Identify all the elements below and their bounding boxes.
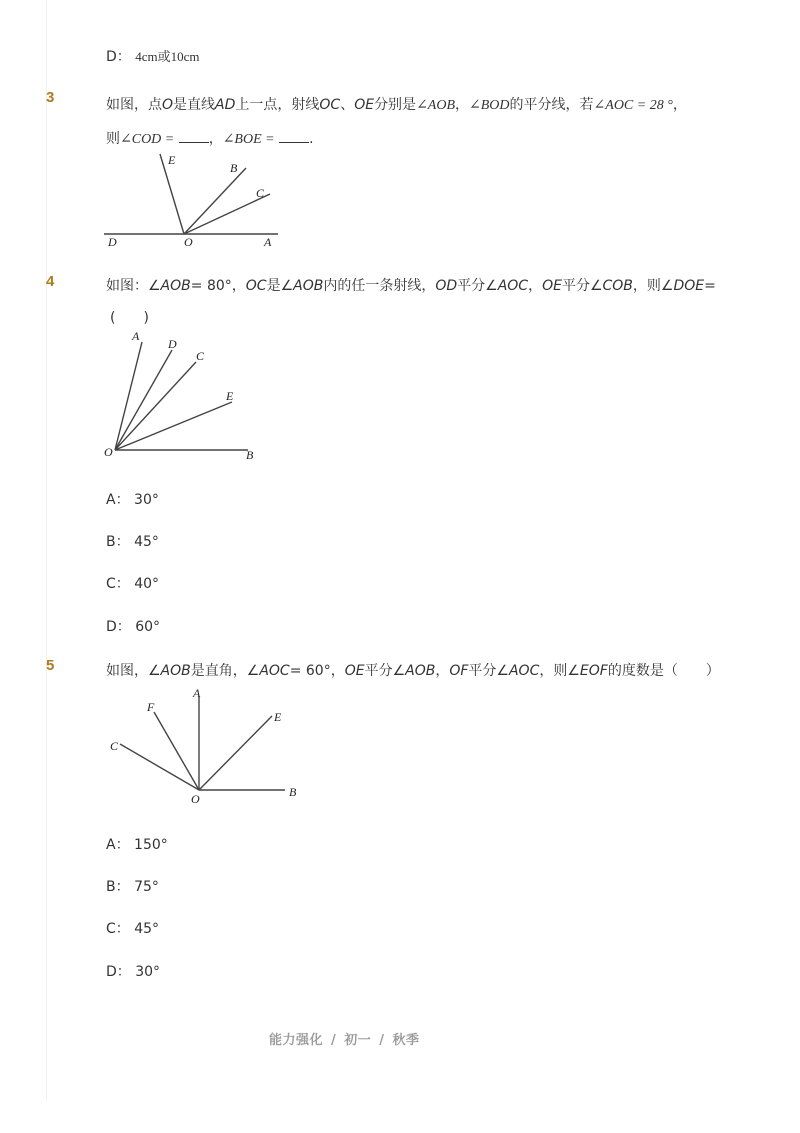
q3-answer-blank-boe[interactable] bbox=[279, 130, 309, 143]
q5-text: ，则 bbox=[539, 663, 568, 679]
q3-label-b: B bbox=[230, 161, 238, 175]
q4-text: 如图： bbox=[106, 278, 148, 294]
q3-label-a: A bbox=[264, 235, 272, 249]
q5-option-a[interactable] bbox=[106, 834, 168, 854]
q5-label-c: C bbox=[110, 739, 119, 753]
q4-ray-od-line bbox=[115, 350, 172, 450]
q4-label-e: E bbox=[226, 389, 234, 403]
q4-option-value: 45° bbox=[134, 534, 159, 550]
q3-text: 如图，点 bbox=[106, 97, 162, 113]
q4-option-b[interactable] bbox=[106, 531, 159, 551]
q4-option-d[interactable] bbox=[106, 616, 160, 636]
q4-option-label: C： bbox=[106, 576, 130, 592]
q5-ray-oe: OE bbox=[344, 663, 365, 679]
q3-text: 、 bbox=[340, 97, 355, 113]
q3-text: ， bbox=[672, 97, 687, 113]
footer-separator: / bbox=[379, 1033, 385, 1048]
q3-answer-blank-cod[interactable] bbox=[179, 130, 209, 143]
q4-option-value: 40° bbox=[134, 576, 160, 592]
q4-angle-aob: ∠AOB bbox=[280, 278, 324, 294]
q3-ray-oc-line bbox=[184, 194, 270, 234]
q3-text: 是直线 bbox=[173, 97, 216, 113]
q5-text: 如图， bbox=[106, 663, 148, 679]
q5-option-d[interactable] bbox=[106, 961, 160, 981]
q5-option-value: 30° bbox=[135, 964, 161, 980]
q4-ray-oc: OC bbox=[245, 278, 267, 294]
q5-text: 平分 bbox=[468, 663, 497, 679]
q5-label-b: B bbox=[289, 785, 297, 799]
q4-angle-cob: ∠COB bbox=[589, 278, 633, 294]
q5-option-label: A： bbox=[106, 837, 130, 853]
q3-angle-bod: ∠BOD bbox=[469, 98, 510, 113]
q4-ray-oa-line bbox=[115, 342, 142, 450]
q5-option-value: 150° bbox=[134, 837, 168, 853]
q3-label-c: C bbox=[256, 186, 265, 200]
q4-label-a: A bbox=[132, 329, 140, 343]
footer-section: 能力强化 bbox=[269, 1033, 324, 1048]
q2-option-d-value: 4cm或10cm bbox=[135, 49, 200, 64]
footer-term: 秋季 bbox=[392, 1033, 420, 1048]
page-margin-rule bbox=[46, 0, 47, 1100]
q3-text: 分别是 bbox=[374, 97, 417, 113]
footer-separator: / bbox=[331, 1033, 337, 1048]
q5-option-c[interactable] bbox=[106, 918, 159, 938]
q4-angle-aob: ∠AOB bbox=[148, 278, 191, 294]
q4-ray-oe: OE bbox=[542, 278, 562, 294]
q3-text: 则 bbox=[106, 131, 120, 147]
q4-option-label: D： bbox=[106, 619, 131, 635]
q4-text: 内的任一条射线， bbox=[323, 278, 436, 294]
q4-text: 平分 bbox=[561, 278, 590, 294]
q4-option-label: B： bbox=[106, 534, 130, 550]
q5-ray-oc-line bbox=[120, 744, 199, 790]
q4-text: 平分 bbox=[457, 278, 486, 294]
q4-option-c[interactable] bbox=[106, 573, 159, 593]
q4-label-o: O bbox=[104, 445, 113, 459]
q5-label-f: F bbox=[147, 700, 155, 714]
q4-answer-parentheses[interactable]: ( ) bbox=[110, 310, 149, 326]
q5-option-label: D： bbox=[106, 964, 131, 980]
q4-label-b: B bbox=[246, 448, 254, 462]
q5-text: 是直角， bbox=[190, 663, 247, 679]
q3-text: 上一点，射线 bbox=[235, 97, 320, 113]
q4-ray-oe-line bbox=[115, 402, 232, 450]
q5-text: 平分 bbox=[364, 663, 393, 679]
q4-label-c: C bbox=[196, 349, 205, 363]
q5-option-label: B： bbox=[106, 879, 130, 895]
q3-ray-oe: OE bbox=[354, 97, 375, 113]
q4-label-d: D bbox=[168, 337, 177, 351]
q5-ray-of-line bbox=[154, 712, 199, 790]
q4-stem-line1 bbox=[106, 275, 716, 295]
q4-ray-oc-line bbox=[115, 362, 196, 450]
q3-label-e: E bbox=[168, 153, 176, 167]
footer-grade: 初一 bbox=[344, 1033, 372, 1048]
q2-option-d-label: D： bbox=[106, 49, 131, 65]
q3-ray-ob-line bbox=[184, 168, 246, 234]
q4-option-a[interactable] bbox=[106, 489, 159, 509]
q4-figure bbox=[100, 328, 270, 464]
q5-text: ， bbox=[435, 663, 450, 679]
q3-line-ad: AD bbox=[215, 97, 236, 113]
q5-option-label: C： bbox=[106, 921, 130, 937]
q3-figure bbox=[100, 150, 290, 250]
q3-text: . bbox=[309, 131, 314, 147]
question-number-5: 5 bbox=[46, 657, 55, 674]
q5-ray-oe-line bbox=[199, 716, 272, 790]
q3-ray-oc: OC bbox=[319, 97, 341, 113]
q3-angle-boe: ∠BOE = bbox=[222, 132, 275, 147]
q5-angle-aoc: ∠AOC bbox=[246, 663, 290, 679]
q5-stem-line1 bbox=[106, 660, 720, 680]
q4-text: = 80°， bbox=[190, 278, 246, 294]
q3-angle-aoc-given: ∠AOC = 28 ° bbox=[593, 98, 673, 113]
q2-option-d[interactable] bbox=[106, 46, 200, 66]
q3-stem-line1 bbox=[106, 94, 687, 114]
q4-option-label: A： bbox=[106, 492, 130, 508]
q5-text: = 60°， bbox=[289, 663, 345, 679]
q3-text: ， bbox=[455, 97, 470, 113]
q5-label-e: E bbox=[274, 710, 282, 724]
q4-text: = bbox=[704, 278, 716, 294]
q5-figure bbox=[100, 682, 310, 810]
q5-angle-aob: ∠AOB bbox=[392, 663, 436, 679]
q5-option-value: 75° bbox=[134, 879, 159, 895]
q4-angle-aoc: ∠AOC bbox=[485, 278, 529, 294]
q4-option-value: 60° bbox=[135, 619, 161, 635]
q5-label-o: O bbox=[191, 792, 200, 806]
q5-label-a: A bbox=[193, 686, 201, 700]
q3-text: ， bbox=[208, 131, 223, 147]
q4-angle-doe: ∠DOE bbox=[660, 278, 705, 294]
question-number-4: 4 bbox=[46, 273, 55, 290]
q5-angle-aob: ∠AOB bbox=[148, 663, 191, 679]
q3-angle-cod: ∠COD = bbox=[120, 132, 175, 147]
q3-point-o: O bbox=[162, 97, 174, 113]
q5-angle-aoc: ∠AOC bbox=[496, 663, 540, 679]
q5-option-b[interactable] bbox=[106, 876, 159, 896]
q3-text: 的平分线，若 bbox=[509, 97, 594, 113]
q4-text: ， bbox=[528, 278, 543, 294]
q5-ray-of: OF bbox=[449, 663, 469, 679]
q3-stem-line2 bbox=[106, 128, 314, 148]
q4-text: 是 bbox=[266, 278, 281, 294]
q4-ray-od: OD bbox=[435, 278, 458, 294]
q5-text: 的度数是（ ） bbox=[607, 663, 720, 679]
question-number-3: 3 bbox=[46, 89, 55, 106]
q3-label-d: D bbox=[108, 235, 117, 249]
q3-label-o: O bbox=[184, 235, 193, 249]
q5-option-value: 45° bbox=[134, 921, 160, 937]
q5-angle-eof: ∠EOF bbox=[567, 663, 608, 679]
page-footer bbox=[269, 1029, 420, 1048]
q3-angle-aob: ∠AOB bbox=[416, 98, 456, 113]
q4-option-value: 30° bbox=[134, 492, 159, 508]
q4-text: ，则 bbox=[632, 278, 661, 294]
